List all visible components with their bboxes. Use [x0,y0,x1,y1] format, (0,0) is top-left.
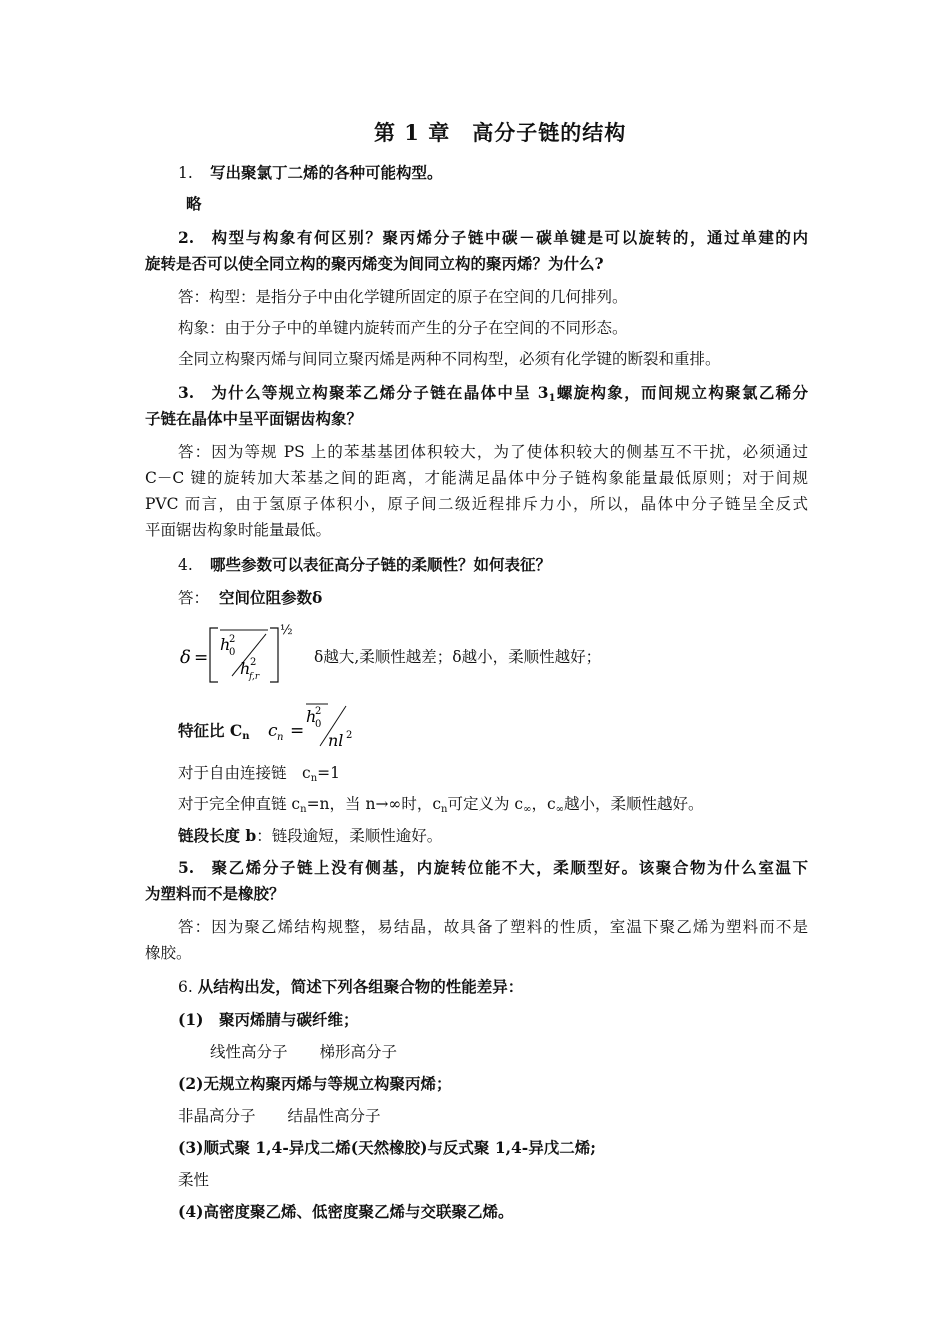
subscript: 1 [548,393,556,404]
subscript: n [300,804,307,815]
nl-symbol: nl [328,731,344,750]
text: 对于完全伸直链 c [178,795,301,813]
question-text-line1: 聚乙烯分子链上没有侧基，内旋转位能不大，柔顺型好。该聚合物为什么室温下 [210,858,808,877]
question-text-line2: 子链在晶体中呈平面锯齿构象？ [145,409,363,428]
answer-line: 平面锯齿构象时能量最低。 [145,521,332,539]
cn-sub: n [277,732,284,743]
nl-sup: 2 [346,730,353,741]
text: 梯形高分子 [319,1043,398,1061]
cn-label-text: 特征比 C [178,721,243,740]
text: =n，当 n→∞时，c [306,795,442,813]
hfr-sub: f,r [249,672,260,682]
subscript: ∞ [555,804,564,815]
answer-line: 答：因为聚乙烯结构规整，易结晶，故具备了塑料的性质，室温下聚乙烯为塑料而不是 [178,918,808,936]
answer-line: 答：构型：是指分子中由化学键所固定的原子在空间的几何排列。 [178,288,628,306]
answer-line: 构象：由于分子中的单键内旋转而产生的分子在空间的不同形态。 [178,319,628,337]
text: 非晶高分子 [178,1107,256,1125]
text: 越小，柔顺性越好。 [563,795,704,813]
free-chain-line [178,762,340,790]
question-text-line1: 构型与构象有何区别？聚丙烯分子链中碳－碳单键是可以旋转的，通过单建的内 [210,228,808,247]
answer-line: 答：因为等规 PS 上的苯基基团体积较大，为了使体积较大的侧基互不干扰，必须通过 [178,443,808,461]
cn-label [178,720,250,748]
half-exponent: ½ [280,623,293,638]
param-label: 空间位阻参数δ [219,588,323,607]
segment-length-line [178,825,442,847]
subscript: ∞ [523,804,532,815]
h0-sup: 2 [315,706,322,717]
part-4: (4)高密度聚乙烯、低密度聚乙烯与交联聚乙烯。 [178,1202,514,1221]
text: 线性高分子 [210,1043,288,1061]
text: 可定义为 c [447,795,524,813]
h0-symbol: h [220,635,231,654]
question-2 [178,227,808,249]
question-text: 写出聚氯丁二烯的各种可能构型。 [210,163,443,182]
delta-formula [174,618,304,688]
question-text-line2: 旋转是否可以使全同立构的聚丙烯变为间同立构的聚丙烯？为什么? [145,254,604,273]
right-bracket [270,628,278,682]
segment-label: 链段长度 b [178,826,257,845]
text: =1 [317,764,340,782]
question-number: 1. [178,164,193,182]
subscript: n [310,773,318,784]
answer-1: 略 [186,194,202,213]
delta-symbol: δ [180,647,191,668]
question-5 [178,857,808,879]
subscript: n [242,731,250,742]
part-1-answer [210,1041,397,1063]
question-number: 6. [178,978,193,996]
subscript: n [441,804,448,815]
hfr-sup: 2 [250,657,257,668]
left-bracket [210,628,218,682]
part-3: (3)顺式聚 1,4-异戊二烯(天然橡胶)与反式聚 1,4-异戊二烯; [178,1138,596,1157]
hfr-symbol: h [240,659,251,678]
question-text-line2: 为塑料而不是橡胶？ [145,884,285,903]
part-2-answer [178,1105,381,1127]
question-text: 哪些参数可以表征高分子链的柔顺性？如何表征？ [210,555,552,574]
h0-sub: 0 [315,719,322,730]
question-text-line1b: 螺旋构象，而间规立构聚氯乙稀分 [555,383,808,402]
answer-line: 橡胶。 [145,944,192,962]
question-number: 3. [178,383,195,402]
text: 对于自由连接链 c [178,764,311,782]
h0-symbol: h [306,707,317,726]
question-4 [178,554,551,576]
text: ，c [531,795,556,813]
question-6 [178,976,523,998]
equals-sign: = [194,648,209,668]
answer-line: PVC 而言，由于氢原子体积小，原子间二级近程排斥力小，所以，晶体中分子链呈全反式 [145,495,808,513]
equals-sign: = [290,721,305,741]
question-text-line1a: 为什么等规立构聚苯乙烯分子链在晶体中呈 3 [210,383,549,402]
answer-line: 全同立构聚丙烯与间同立聚丙烯是两种不同构型，必须有化学键的断裂和重排。 [178,350,721,368]
chapter-title: 第 1 章 高分子链的结构 [374,120,627,145]
cn-symbol: c [268,721,278,741]
part-1: (1) 聚丙烯腈与碳纤维； [178,1010,359,1029]
delta-note: δ越大,柔顺性越差；δ越小，柔顺性越好； [314,648,602,666]
cn-formula [266,700,366,752]
h0-sub: 0 [229,647,236,658]
question-1 [178,162,443,184]
full-chain-line [178,793,703,821]
question-text: 从结构出发，简述下列各组聚合物的性能差异： [197,977,524,996]
part-3-answer: 柔性 [178,1171,210,1189]
h0-sup: 2 [229,634,236,645]
answer-label: 答： [178,589,210,607]
text: ：链段逾短，柔顺性逾好。 [256,827,443,845]
text: 结晶性高分子 [287,1107,381,1125]
answer-line: C－C 键的旋转加大苯基之间的距离，才能满足晶体中分子链构象能量最低原则；对于间规 [145,469,808,487]
question-3 [178,382,808,410]
answer-line [178,587,322,609]
question-number: 5. [178,858,195,877]
question-number: 2. [178,228,195,247]
question-number: 4. [178,556,193,574]
part-2: (2)无规立构聚丙烯与等规立构聚丙烯； [178,1074,452,1093]
